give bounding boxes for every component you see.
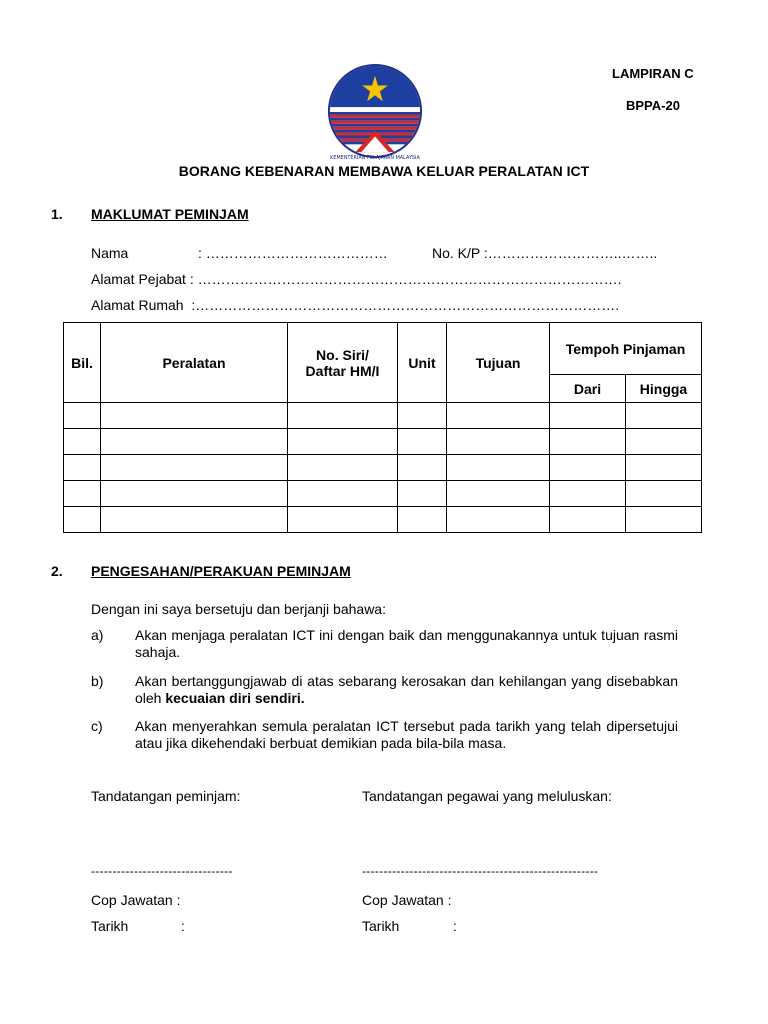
table-cell[interactable] bbox=[398, 429, 447, 455]
cop-jawatan-borrower: Cop Jawatan : bbox=[91, 892, 181, 908]
table-cell[interactable] bbox=[447, 481, 550, 507]
table-cell[interactable] bbox=[447, 455, 550, 481]
header-tujuan: Tujuan bbox=[447, 323, 550, 403]
header-hingga: Hingga bbox=[626, 375, 702, 403]
form-title: BORANG KEBENARAN MEMBAWA KELUAR PERALATAN ICT bbox=[178, 163, 590, 179]
form-code: BPPA-20 bbox=[626, 98, 680, 113]
header-no-siri bbox=[288, 323, 398, 403]
table-cell[interactable] bbox=[64, 455, 101, 481]
signature-borrower-label: Tandatangan peminjam: bbox=[91, 788, 241, 804]
table-cell[interactable] bbox=[64, 403, 101, 429]
section-2-number: 2. bbox=[51, 563, 63, 579]
kp-field[interactable]: No. K/P :………………………..…….. bbox=[432, 245, 658, 261]
header-no-siri-line1: No. Siri/ bbox=[316, 346, 369, 363]
nama-field[interactable]: : ………………………………… bbox=[198, 245, 388, 261]
signature-officer-line[interactable]: ------------------------------------------------------- bbox=[362, 864, 599, 878]
tarikh-borrower-sep: : bbox=[181, 918, 185, 934]
table-cell[interactable] bbox=[550, 403, 626, 429]
signature-officer-label: Tandatangan pegawai yang meluluskan: bbox=[362, 788, 612, 804]
signature-borrower-line[interactable]: --------------------------------- bbox=[91, 864, 233, 878]
table-cell[interactable] bbox=[447, 507, 550, 533]
equipment-table bbox=[63, 322, 702, 533]
table-cell[interactable] bbox=[398, 481, 447, 507]
item-b-text-normal: Akan bertanggungjawab di atas sebarang kerosakan dan kehilangan yang disebabkan oleh bbox=[135, 673, 678, 706]
header-no-siri-line2: Daftar HM/I bbox=[305, 362, 380, 379]
table-cell[interactable] bbox=[626, 455, 702, 481]
item-c-text: Akan menyerahkan semula peralatan ICT tersebut pada tarikh yang telah dipersetujui atau jika dikehendaki berbuat demikian pada bila-bila masa. bbox=[135, 718, 678, 751]
table-cell[interactable] bbox=[550, 507, 626, 533]
table-cell[interactable] bbox=[288, 429, 398, 455]
table-row bbox=[64, 403, 702, 429]
nama-label: Nama bbox=[91, 245, 129, 261]
table-cell[interactable] bbox=[101, 429, 288, 455]
section-1-number: 1. bbox=[51, 206, 63, 222]
agreement-intro: Dengan ini saya bersetuju dan berjanji bahawa: bbox=[91, 601, 386, 617]
table-cell[interactable] bbox=[447, 403, 550, 429]
alamat-pejabat-field[interactable]: Alamat Pejabat : ………………………………………………………………………………. bbox=[91, 271, 622, 287]
table-cell[interactable] bbox=[550, 455, 626, 481]
table-cell[interactable] bbox=[550, 429, 626, 455]
header-dari: Dari bbox=[550, 375, 626, 403]
alamat-rumah-field[interactable]: Alamat Rumah :………………………………………………………………………………. bbox=[91, 297, 620, 313]
section-2-title: PENGESAHAN/PERAKUAN PEMINJAM bbox=[91, 563, 351, 579]
tarikh-officer-sep: : bbox=[453, 918, 457, 934]
logo-text: KEMENTERIAN PELAJARAN MALAYSIA bbox=[330, 155, 420, 160]
table-cell[interactable] bbox=[398, 403, 447, 429]
table-cell[interactable] bbox=[447, 429, 550, 455]
header-tempoh: Tempoh Pinjaman bbox=[550, 323, 702, 375]
tarikh-officer-label: Tarikh bbox=[362, 918, 400, 934]
item-a-label: a) bbox=[91, 627, 104, 643]
table-cell[interactable] bbox=[288, 455, 398, 481]
lampiran-label: LAMPIRAN C bbox=[612, 66, 694, 81]
table-cell[interactable] bbox=[64, 507, 101, 533]
header-unit: Unit bbox=[398, 323, 447, 403]
table-row bbox=[64, 481, 702, 507]
tarikh-borrower-label: Tarikh bbox=[91, 918, 129, 934]
table-cell[interactable] bbox=[101, 403, 288, 429]
table-cell[interactable] bbox=[398, 455, 447, 481]
item-b-text bbox=[135, 673, 678, 707]
table-cell[interactable] bbox=[64, 429, 101, 455]
table-cell[interactable] bbox=[101, 481, 288, 507]
header-peralatan: Peralatan bbox=[101, 323, 288, 403]
header-bil: Bil. bbox=[64, 323, 101, 403]
table-cell[interactable] bbox=[626, 429, 702, 455]
section-1-title: MAKLUMAT PEMINJAM bbox=[91, 206, 249, 222]
table-row bbox=[64, 507, 702, 533]
item-b-label: b) bbox=[91, 673, 104, 689]
table-cell[interactable] bbox=[626, 481, 702, 507]
cop-jawatan-officer: Cop Jawatan : bbox=[362, 892, 452, 908]
table-row bbox=[64, 455, 702, 481]
item-b-text-bold: kecuaian diri sendiri. bbox=[165, 690, 305, 706]
table-cell[interactable] bbox=[288, 403, 398, 429]
table-cell[interactable] bbox=[626, 403, 702, 429]
table-cell[interactable] bbox=[288, 481, 398, 507]
ministry-logo bbox=[326, 62, 424, 160]
item-a-text: Akan menjaga peralatan ICT ini dengan baik dan menggunakannya untuk tujuan rasmi sahaja. bbox=[135, 627, 678, 660]
table-cell[interactable] bbox=[101, 507, 288, 533]
table-cell[interactable] bbox=[626, 507, 702, 533]
table-cell[interactable] bbox=[398, 507, 447, 533]
table-cell[interactable] bbox=[101, 455, 288, 481]
table-cell[interactable] bbox=[288, 507, 398, 533]
item-c-label: c) bbox=[91, 718, 103, 734]
table-cell[interactable] bbox=[64, 481, 101, 507]
table-cell[interactable] bbox=[550, 481, 626, 507]
table-row bbox=[64, 429, 702, 455]
